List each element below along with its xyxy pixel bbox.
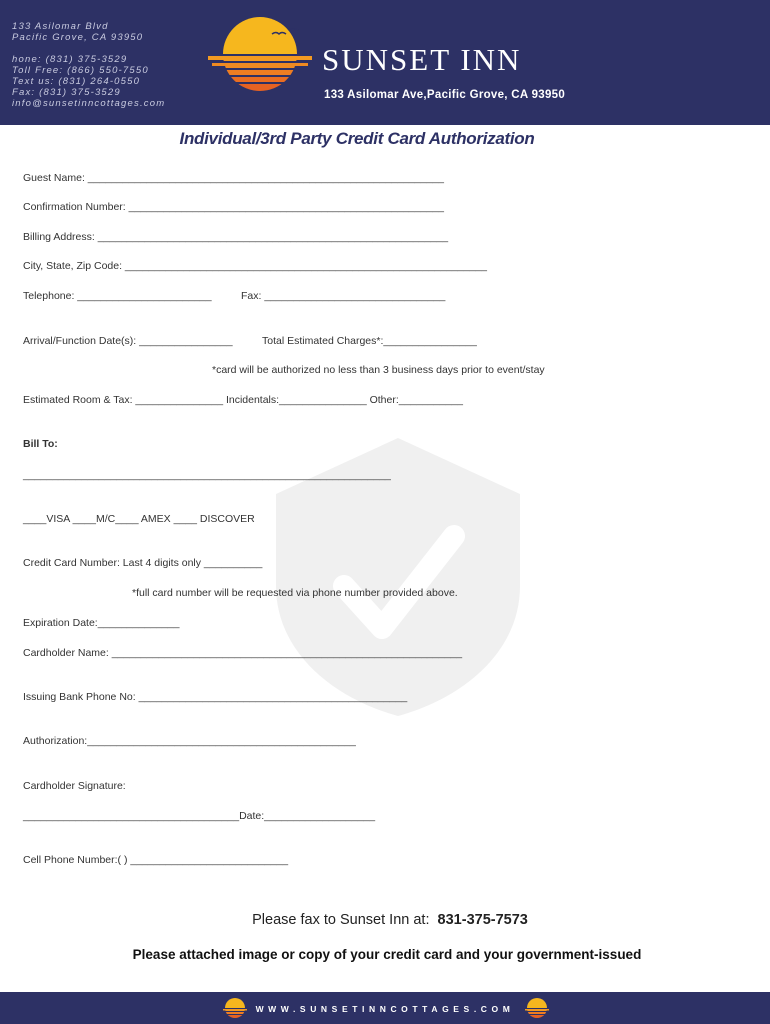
card-number-field: Credit Card Number: Last 4 digits only __________ [23, 557, 263, 569]
guest-name-field: Guest Name: _____________________________________________________________ [23, 172, 444, 184]
contact-phone: hone: (831) 375-3529 [12, 54, 128, 65]
fax-field: Fax: _______________________________ [241, 290, 446, 302]
signature-date-line: _____________________________________Date:___________________ [23, 810, 376, 822]
fax-number: 831-375-7573 [437, 912, 528, 928]
sunset-logo-icon [200, 12, 320, 92]
estimated-room-field: Estimated Room & Tax: _______________ Incidentals:_______________ Other:___________ [23, 394, 463, 406]
card-types-field: ____VISA ____M/C____ AMEX ____ DISCOVER [23, 513, 255, 525]
cell-phone-field: Cell Phone Number:( ) ___________________________ [23, 854, 289, 866]
contact-street: 133 Asilomar Blvd [12, 21, 109, 32]
sun-small-icon-right [524, 998, 550, 1018]
attach-instruction: Please attached image or copy of your credit card and your government-issued [132, 947, 642, 962]
city-state-zip-field: City, State, Zip Code: ______________________________________________________________ [23, 260, 487, 272]
contact-text: Text us: (831) 264-0550 [12, 76, 141, 87]
contact-email: info@sunsetinncottages.com [12, 98, 166, 109]
contact-fax: Fax: (831) 375-3529 [12, 87, 121, 98]
brand-name: SUNSET INN [322, 42, 522, 77]
authorization-field: Authorization:______________________________________________ [23, 735, 356, 747]
telephone-field: Telephone: _______________________ [23, 290, 212, 302]
billing-address-field: Billing Address: ____________________________________________________________ [23, 231, 449, 243]
bill-to-label: Bill To: [23, 438, 58, 450]
fax-text: Please fax to Sunset Inn at: [252, 912, 430, 928]
page-title: Individual/3rd Party Credit Card Authorization [179, 129, 535, 148]
arrival-dates-field: Arrival/Function Date(s): ________________ [23, 335, 233, 347]
bank-phone-field: Issuing Bank Phone No: ______________________________________________ [23, 691, 408, 703]
brand-address: 133 Asilomar Ave,Pacific Grove, CA 93950 [324, 89, 566, 101]
total-charges-field: Total Estimated Charges*:________________ [262, 335, 477, 347]
contact-info [12, 21, 165, 109]
authorize-note: *card will be authorized no less than 3 business days prior to event/stay [212, 364, 545, 376]
footer-website[interactable]: WWW.SUNSETINNCOTTAGES.COM [255, 1004, 515, 1014]
bill-to-line: _______________________________________________________________ [23, 469, 391, 481]
contact-city: Pacific Grove, CA 93950 [12, 32, 144, 43]
cardholder-name-field: Cardholder Name: ____________________________________________________________ [23, 647, 463, 659]
signature-label: Cardholder Signature: [23, 780, 126, 792]
contact-toll-free: Toll Free: (866) 550-7550 [12, 65, 149, 76]
full-card-note: *full card number will be requested via phone number provided above. [132, 587, 458, 599]
confirmation-number-field: Confirmation Number: ______________________________________________________ [23, 201, 444, 213]
fax-instruction [0, 912, 770, 928]
expiration-date-field: Expiration Date:______________ [23, 617, 180, 629]
